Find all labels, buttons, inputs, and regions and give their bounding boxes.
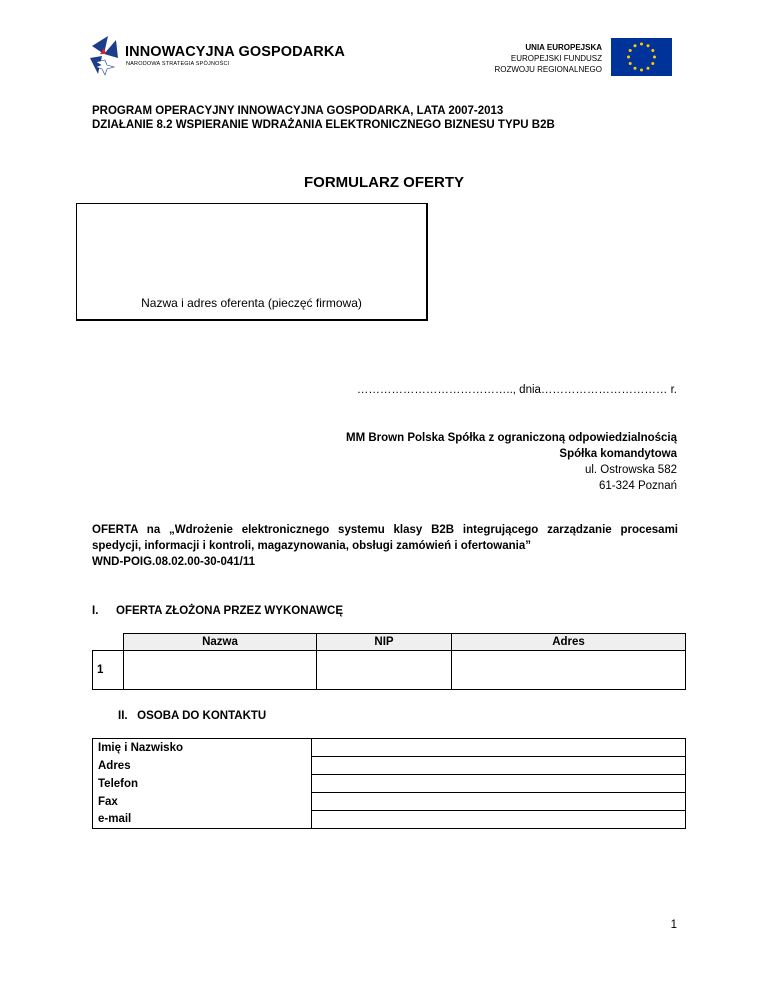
section-1-heading: [92, 605, 343, 617]
addressee-company-type: Spółka komandytowa: [559, 448, 677, 460]
table-row: [93, 757, 686, 775]
page-number: 1: [670, 919, 677, 931]
contact-label-address: Adres: [93, 757, 312, 775]
offer-line2: spedycji, informacji i kontroli, magazynowania, obsługi zamówień i ofertowania”: [92, 540, 531, 552]
company-stamp-box[interactable]: [76, 203, 428, 321]
offer-reference: WND-POIG.08.02.00-30-041/11: [92, 556, 255, 568]
contact-value-fax[interactable]: [312, 793, 686, 811]
table-header-row: [93, 634, 686, 651]
contact-value-address[interactable]: [312, 757, 686, 775]
addressee-city: 61-324 Poznań: [598, 480, 677, 492]
contact-table: [92, 738, 686, 829]
eu-logo-line2: EUROPEJSKI FUNDUSZ: [510, 54, 602, 63]
contact-label-name: Imię i Nazwisko: [93, 739, 312, 757]
contact-label-fax: Fax: [93, 793, 312, 811]
stamp-label: Nazwa i adres oferenta (pieczęć firmowa): [141, 296, 362, 310]
addressee-company: MM Brown Polska Spółka z ograniczoną odpowiedzialnością: [346, 432, 677, 444]
program-header: [92, 104, 555, 132]
program-logo-subtitle: NARODOWA STRATEGIA SPÓJNOŚCI: [126, 61, 230, 67]
offer-line1: OFERTA na „Wdrożenie elektronicznego systemu klasy B2B integrującego zarządzanie procesami: [92, 524, 678, 536]
contact-label-email: e-mail: [93, 811, 312, 829]
eu-logo-line1: UNIA EUROPEJSKA: [525, 43, 602, 52]
contact-value-email[interactable]: [312, 811, 686, 829]
addressee-street: ul. Ostrowska 582: [584, 464, 677, 476]
section-1-title: OFERTA ZŁOŻONA PRZEZ WYKONAWCĘ: [116, 605, 344, 617]
eu-logo-line3: ROZWOJU REGIONALNEGO: [494, 65, 602, 74]
contact-value-name[interactable]: [312, 739, 686, 757]
contact-value-phone[interactable]: [312, 775, 686, 793]
column-header-address: Adres: [452, 634, 686, 651]
ig-star-emblem-icon: [88, 34, 128, 80]
table-row: [93, 793, 686, 811]
table-row: [93, 739, 686, 757]
cell-nip[interactable]: [317, 651, 452, 690]
offer-title: [92, 522, 678, 570]
row-number: 1: [93, 651, 124, 690]
table-row: [93, 811, 686, 829]
form-title: FORMULARZ OFERTY: [304, 174, 464, 191]
eu-logo-text: [494, 42, 602, 75]
row-number-header: [93, 634, 124, 651]
cell-address[interactable]: [452, 651, 686, 690]
contractor-table: [92, 633, 686, 690]
program-line2: DZIAŁANIE 8.2 WSPIERANIE WDRAŻANIA ELEKTRONICZNEGO BIZNESU TYPU B2B: [92, 119, 555, 131]
eu-flag-icon: [611, 38, 672, 76]
section-1-number: I.: [92, 605, 99, 617]
contact-label-phone: Telefon: [93, 775, 312, 793]
column-header-nip: NIP: [317, 634, 452, 651]
place-date-line[interactable]: ………………………………….., dnia…………………………… r.: [356, 384, 677, 396]
cell-name[interactable]: [124, 651, 317, 690]
section-2-heading: II. OSOBA DO KONTAKTU: [118, 710, 267, 722]
table-row: [93, 651, 686, 690]
program-line1: PROGRAM OPERACYJNY INNOWACYJNA GOSPODARKA, LATA 2007-2013: [92, 105, 504, 117]
program-logo-title: INNOWACYJNA GOSPODARKA: [125, 44, 345, 60]
column-header-name: Nazwa: [124, 634, 317, 651]
table-row: [93, 775, 686, 793]
addressee: [346, 430, 677, 494]
